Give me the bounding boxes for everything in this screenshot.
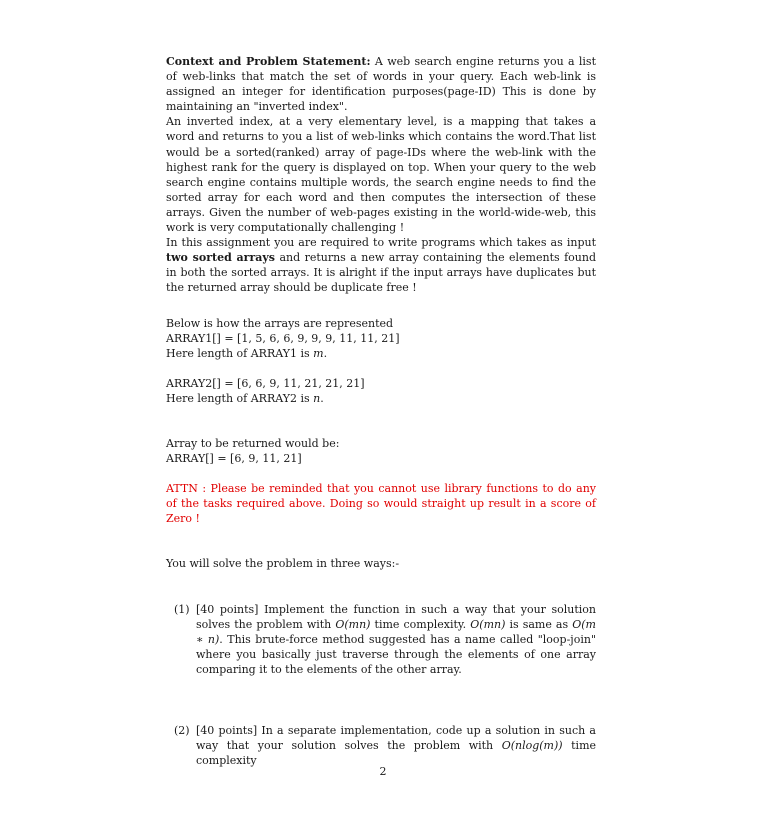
page-number: 2 [379,765,387,778]
task-item-1-text [196,602,596,677]
task-item-1-text-b: time complexity. [374,617,467,631]
task-item-2-math-a: O(nlog(m)) [501,739,563,753]
context-text-1: A web search engine returns you a list of web-links that match the set of words in your query. Each web-link is assigned an integer for identification purposes(page-ID) This is done by maintaining an "inverted index". [166,55,596,114]
array2-definition: ARRAY2[] = [6, 6, 9, 11, 21, 21, 21] [166,376,365,390]
task-item-2-text [196,723,596,768]
task-item-1-text-c: is same as [509,617,569,631]
task-item-1-number: (1) [174,602,190,616]
context-paragraph-2: An inverted index, at a very elementary level, is a mapping that takes a word and returns to you a list of web-links which contains the word.That list would be a sorted(ranked) array of page-IDs where the web-link with the highest rank for the query is displayed on top. When your query to the web search engine contains multiple words, the search engine needs to find the sorted array for each word and then computes the intersection of these arrays. Given the number of web-pages existing in the world-wide-web, this work is very computationally challenging ! [166,115,596,235]
two-sorted-arrays-emphasis: two sorted arrays [166,251,275,265]
context-heading: Context and Problem Statement: [166,55,371,68]
task-item-2-text-a: In a separate implementation, code up a solution in such a way that your solution solves the problem with [196,724,596,753]
context-paragraph-1 [166,54,596,114]
task-item-2-number: (2) [174,724,190,737]
result-intro: Array to be returned would be: [166,436,340,450]
task-item-1-points: [40 points] [196,602,259,616]
result-array: ARRAY[] = [6, 9, 11, 21] [166,452,302,466]
context-text-3-pre: In this assignment you are required to write programs which takes as input [166,236,596,250]
context-paragraph-3 [166,235,596,295]
attention-notice: ATTN : Please be reminded that you cannot use library functions to do any of the tasks required above. Doing so would straight up result in a score of Zero ! [166,482,596,526]
array1-length: Here length of ARRAY1 is m. [166,346,328,360]
array1-definition: ARRAY1[] = [1, 5, 6, 6, 9, 9, 9, 11, 11, 21] [166,331,400,345]
array1-length-text: Here length of ARRAY1 is [166,346,310,360]
task-item-2-points: [40 points] [196,724,258,737]
task-item-1 [166,602,596,677]
array2-length-text: Here length of ARRAY2 is [166,391,310,405]
task-item-1-math-c: O(m ∗ n) [196,617,596,646]
task-item-1-text-d: . This brute-force method suggested has a name called "loop-join" where you basically just traverse through the elements of one array comparing it to the elements of the other array. [196,632,596,676]
task-item-1-math-b: O(mn) [470,617,506,631]
array2-length: Here length of ARRAY2 is n. [166,391,324,405]
array1-length-var: m [313,346,324,360]
task-item-1-math-a: O(mn) [335,617,371,631]
document-page [166,54,596,768]
arrays-intro: Below is how the arrays are represented [166,316,394,330]
array2-length-var: n [313,391,321,405]
context-text-3-post: and returns a new array containing the elements found in both the sorted arrays. It is alright if the input arrays have duplicates but the returned array should be duplicate free ! [166,251,597,295]
ways-intro: You will solve the problem in three ways:- [166,557,400,571]
task-item-1-text-a: Implement the function in such a way that your solution solves the problem with [196,602,596,631]
task-item-2-text-b: time complexity [196,739,597,768]
task-item-2 [166,723,596,768]
